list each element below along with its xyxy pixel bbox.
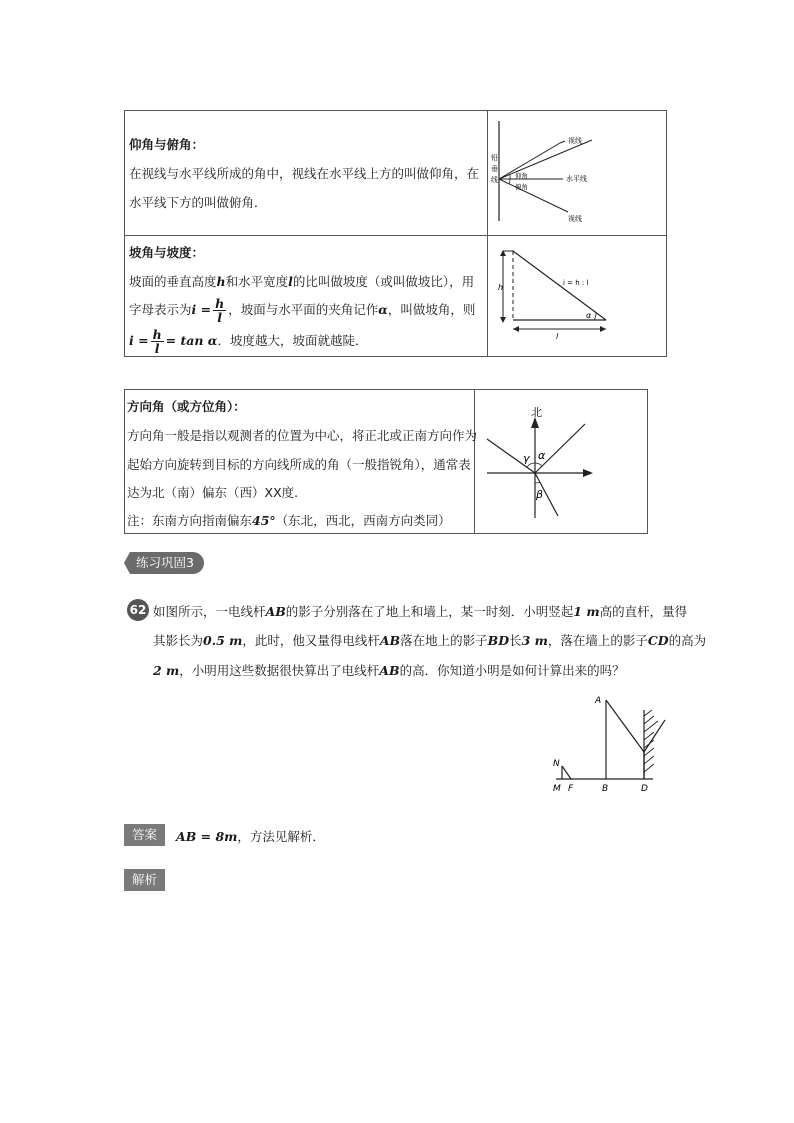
slope-figure — [488, 236, 666, 356]
slope-line1-l: l — [288, 274, 293, 289]
fig1-plumb-label-3: 线 — [491, 176, 498, 184]
direction-angle-line2: 起始方向旋转到目标的方向线所成的角（一般指锐角），通常表 — [127, 457, 471, 472]
utility-pole-figure — [548, 690, 672, 796]
slope-text-line3 — [129, 326, 367, 355]
problem-line2 — [153, 626, 706, 655]
direction-angle-note — [127, 506, 451, 535]
p2-e: ，落在墙上的影子 — [547, 633, 648, 648]
p2-c: 落在地上的影子 — [400, 633, 488, 648]
p2-ab: AB — [379, 633, 401, 648]
fig2-h-label: h — [498, 283, 504, 292]
slope-line3-tan: = tan α — [165, 333, 218, 348]
problem-number-badge: 62 — [127, 599, 149, 621]
slope-fraction-h-over-l-2 — [151, 328, 164, 355]
slope-line2-alpha: α — [378, 302, 388, 317]
slope-text-line2 — [129, 295, 475, 324]
slope-line1-part-b: 和水平宽度 — [225, 274, 289, 289]
fig4-label-F: F — [568, 784, 574, 794]
fig3-beta-label: β — [536, 488, 544, 501]
fig2-l-label: l — [556, 332, 559, 341]
slope-line1-h: h — [216, 274, 226, 289]
fraction-numerator-2: h — [152, 327, 162, 342]
note-degree: 45° — [252, 513, 276, 528]
p2-05m: 0.5 m — [203, 633, 243, 648]
fig1-elevation-label: 仰角 — [515, 172, 528, 180]
p2-3m: 3 m — [521, 633, 548, 648]
elevation-angle-text-line1: 在视线与水平线所成的角中，视线在水平线上方的叫做仰角，在 — [129, 166, 480, 181]
fig3-gamma-label: γ — [523, 452, 530, 465]
p1-c: 高的直杆，量得 — [599, 604, 688, 619]
slope-line2-part-c: ，叫做坡角，则 — [387, 302, 476, 317]
p3-b: 的高．你知道小明是如何计算出来的吗？ — [399, 663, 625, 678]
direction-angle-title: 方向角（或方位角）： — [127, 399, 246, 414]
fig4-label-M: M — [553, 784, 561, 794]
fig2-alpha-label: α — [586, 311, 592, 320]
fig3-north-label: 北 — [531, 406, 542, 419]
analysis-tag: 解析 — [124, 869, 165, 891]
fraction-denominator-2: l — [154, 341, 160, 356]
note-part-a: 注：东南方向指南偏东 — [127, 513, 253, 528]
fig1-plumb-label-2: 垂 — [491, 165, 498, 173]
answer-explanation: ，方法见解析． — [237, 829, 325, 844]
fig1-sight-bottom-label: 视线 — [568, 215, 582, 223]
answer-tag: 答案 — [124, 824, 165, 846]
slope-line1-part-a: 坡面的垂直高度 — [129, 274, 217, 289]
fig4-label-B: B — [602, 784, 609, 794]
elevation-angle-title: 仰角与俯角： — [129, 137, 205, 152]
p1-ab: AB — [265, 604, 286, 619]
fig1-horizontal-label: 水平线 — [566, 175, 587, 183]
p1-a: 如图所示，一电线杆 — [153, 604, 266, 619]
p3-2m: 2 m — [153, 663, 180, 678]
direction-angle-line1: 方向角一般是指以观测者的位置为中心，将正北或正南方向作为 — [127, 428, 478, 443]
fig4-label-D: D — [641, 784, 648, 794]
direction-angle-figure — [475, 390, 647, 533]
fig1-depression-label: 俯角 — [515, 183, 528, 191]
fig3-alpha-label: α — [538, 449, 546, 462]
note-part-b: （东北，西北，西南方向类同） — [275, 513, 451, 528]
slope-line1-part-c: 的比叫做坡度（或叫做坡比），用 — [292, 274, 475, 289]
fig4-label-A: A — [595, 696, 602, 706]
p2-cd: CD — [647, 633, 669, 648]
fraction-numerator: h — [215, 296, 225, 311]
slope-line3-part-b: ．坡度越大，坡面就越陡． — [217, 333, 368, 348]
fig1-sight-top-label: 视线 — [568, 137, 582, 145]
elevation-angle-text-line2: 水平线下方的叫做俯角． — [129, 195, 267, 210]
p2-d: 长 — [509, 633, 522, 648]
slope-line3-i: i = — [129, 333, 149, 348]
slope-line2-i: i = — [191, 302, 212, 317]
section-tag — [124, 552, 204, 574]
elevation-depression-figure — [488, 111, 666, 234]
section-tag-label: 练习巩固3 — [136, 555, 194, 570]
problem-line3 — [153, 656, 625, 685]
slope-angle-title: 坡角与坡度： — [129, 245, 205, 260]
fig2-ratio-label: i = h : l — [563, 279, 589, 287]
problem-line1 — [153, 597, 687, 626]
direction-angle-line3: 达为北（南）偏东（西）XX度. — [127, 485, 299, 500]
slope-text-line1 — [129, 267, 474, 296]
slope-fraction-h-over-l — [213, 297, 226, 324]
fig4-label-N: N — [553, 759, 560, 769]
p2-b: ，此时，他又量得电线杆 — [242, 633, 380, 648]
p2-bd: BD — [487, 633, 510, 648]
p1-1m: 1 m — [573, 604, 600, 619]
p3-ab: AB — [379, 663, 400, 678]
fig1-plumb-label-1: 铅 — [491, 154, 498, 162]
answer-expression: AB = 8m — [176, 829, 238, 844]
p1-b: 的影子分别落在了地上和墙上，某一时刻．小明竖起 — [285, 604, 574, 619]
fraction-denominator: l — [217, 310, 223, 325]
slope-line2-part-a: 字母表示为 — [129, 302, 192, 317]
slope-line2-part-b: ，坡面与水平面的夹角记作 — [228, 302, 379, 317]
p2-a: 其影长为 — [153, 633, 204, 648]
p3-a: ，小明用这些数据很快算出了电线杆 — [179, 663, 380, 678]
answer-text — [176, 822, 325, 851]
p2-f: 的高为 — [668, 633, 707, 648]
